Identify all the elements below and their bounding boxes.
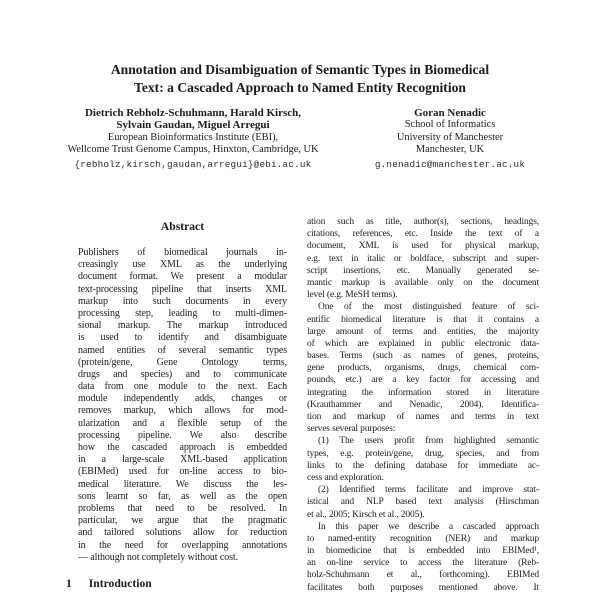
text-line: how the cascaded approach is embedded bbox=[78, 442, 287, 453]
text-line: sional markup. The markup introduced bbox=[78, 320, 287, 332]
author-email: {rebholz,kirsch,gaudan,arregui}@ebi.ac.uk bbox=[74, 159, 312, 171]
text-line: document, XML is used for physical markup, bbox=[307, 241, 539, 252]
text-line: in the need for overlapping annotations bbox=[78, 539, 287, 551]
text-line: level (e.g. MeSH terms). bbox=[307, 290, 398, 301]
text-line: ularization and a flexible setup of the bbox=[78, 417, 287, 429]
text-line: (1) The users profit from highlighted semantic bbox=[318, 436, 539, 447]
text-line: In this paper we describe a cascaded approach bbox=[318, 521, 539, 532]
text-line: pounds, etc.) are a key factor for accessing and bbox=[307, 375, 539, 386]
text-line: et al., 2005; Kirsch et al., 2005). bbox=[307, 509, 425, 520]
text-line: in biomedicine that is embedded into EBIMed¹, bbox=[307, 546, 539, 557]
text-line: creasingly use XML as the underlying bbox=[78, 259, 287, 271]
text-line: types, e.g. protein/gene, drug, species, and from bbox=[307, 448, 539, 459]
text-line: tion and markup of names and terms in text bbox=[307, 412, 539, 422]
text-line: and tailored solutions allow for reduction bbox=[78, 527, 287, 539]
text-line: Manchester, UK bbox=[415, 143, 485, 155]
section-heading-introduction bbox=[66, 577, 152, 590]
text-line: facilitates both purposes mentioned above. It bbox=[307, 582, 539, 593]
text-line: markup into such documents in every bbox=[78, 295, 287, 307]
text-line: is used to identify and disambiguate bbox=[78, 332, 287, 344]
author-names bbox=[55, 107, 331, 132]
author-email: g.nenadic@manchester.ac.uk bbox=[374, 159, 526, 171]
text-line: to named-entity recognition (NER) and markup bbox=[307, 533, 539, 544]
text-line: Dietrich Rebholz-Schuhmann, Harald Kirsch, bbox=[84, 107, 302, 119]
paper-title bbox=[45, 61, 555, 97]
text-line: sons learnt so far, as well as the open bbox=[78, 490, 287, 502]
right-column-text bbox=[307, 216, 539, 594]
text-line: data from one module to the next. Each bbox=[78, 381, 287, 393]
text-line: citations, references, etc. Inside the text of a bbox=[307, 229, 539, 240]
text-line: in a large-scale XML-based application bbox=[78, 454, 287, 466]
text-line: processing step, leading to multi-dimen- bbox=[78, 307, 287, 319]
text-line: processing pipeline. We also describe bbox=[78, 429, 287, 441]
abstract-text bbox=[78, 247, 287, 564]
text-line: an on-line service to access the literature (Reb- bbox=[307, 558, 539, 569]
text-line: European Bioinformatics Institute (EBI), bbox=[107, 131, 279, 143]
text-line: bases. Terms (such as names of genes, proteins, bbox=[307, 351, 539, 362]
author-names bbox=[362, 107, 538, 119]
text-line: entific biomedical literature is that it contains a bbox=[307, 314, 539, 325]
text-line: One of the most distinguished feature of sci- bbox=[318, 302, 539, 313]
text-line: removes markup, which allows for mod- bbox=[78, 405, 287, 417]
text-line: University of Manchester bbox=[396, 131, 504, 143]
text-line: Goran Nenadic bbox=[414, 107, 486, 119]
text-line: Publishers of biomedical journals in- bbox=[78, 247, 287, 258]
text-line: script insertions, etc. Manually generated se- bbox=[307, 265, 539, 276]
abstract-heading: Abstract bbox=[160, 220, 205, 233]
text-line: module independently adds, changes or bbox=[78, 393, 287, 405]
text-line: (protein/gene, Gene Ontology terms, bbox=[78, 356, 287, 368]
section-title: Introduction bbox=[88, 577, 152, 590]
text-line: integrating the information stored in literature bbox=[307, 387, 539, 398]
text-line: medical literature. We discuss the les- bbox=[78, 478, 287, 490]
text-line: e.g. text in italic or boldface, subscript and super- bbox=[307, 253, 539, 264]
text-line: istical and NLP based text analysis (Hirschman bbox=[307, 497, 539, 508]
text-line: cess and exploration. bbox=[307, 472, 384, 483]
text-line: (2) Identified terms facilitate and improve stat- bbox=[318, 485, 539, 496]
text-line: holz-Schuhmann et al., forthcoming). EBIMed bbox=[307, 570, 539, 581]
author-block-manchester bbox=[362, 107, 538, 170]
author-affiliation bbox=[362, 119, 538, 156]
text-line: named entities of several semantic types bbox=[78, 344, 287, 356]
text-line: drugs and species) and to communicate bbox=[78, 368, 287, 380]
text-line: large amount of terms and entities, the majority bbox=[307, 326, 539, 337]
text-line: document format. We present a modular bbox=[78, 271, 287, 283]
author-affiliation bbox=[55, 132, 331, 157]
text-line: — although not completely without cost. bbox=[78, 551, 238, 563]
text-line: (Krauthammer and Nenadic, 2004). Identifica- bbox=[307, 399, 539, 410]
text-line: School of Informatics bbox=[404, 119, 496, 131]
text-line: Wellcome Trust Genome Campus, Hinxton, Cambridge, UK bbox=[67, 143, 319, 155]
left-column bbox=[65, 218, 291, 600]
text-line: gene products, organisms, drugs, chemical com- bbox=[307, 363, 539, 374]
section-number: 1 bbox=[66, 577, 72, 590]
author-block-ebi bbox=[55, 107, 331, 170]
text-line: of which are explained in public electronic data- bbox=[307, 338, 539, 349]
text-line: (EBIMed) used for on-line access to bio- bbox=[78, 466, 287, 478]
text-line: Annotation and Disambiguation of Semantic Types in Biomedical bbox=[110, 62, 490, 77]
text-line: Text: a Cascaded Approach to Named Entity Recognition bbox=[134, 80, 466, 95]
text-line: mantic markup is available only on the document bbox=[307, 277, 539, 288]
text-line: ation such as title, author(s), sections, headings, bbox=[307, 217, 539, 227]
text-line: text-processing pipeline that inserts XML bbox=[78, 283, 287, 295]
text-line: particular, we argue that the pragmatic bbox=[78, 515, 287, 527]
text-line: Sylvain Gaudan, Miguel Arregui bbox=[116, 119, 270, 132]
text-line: serves several purposes: bbox=[307, 424, 396, 435]
text-line: problems that need to be resolved. In bbox=[78, 502, 287, 514]
text-line: links to the defining database for immediate ac- bbox=[307, 460, 539, 471]
